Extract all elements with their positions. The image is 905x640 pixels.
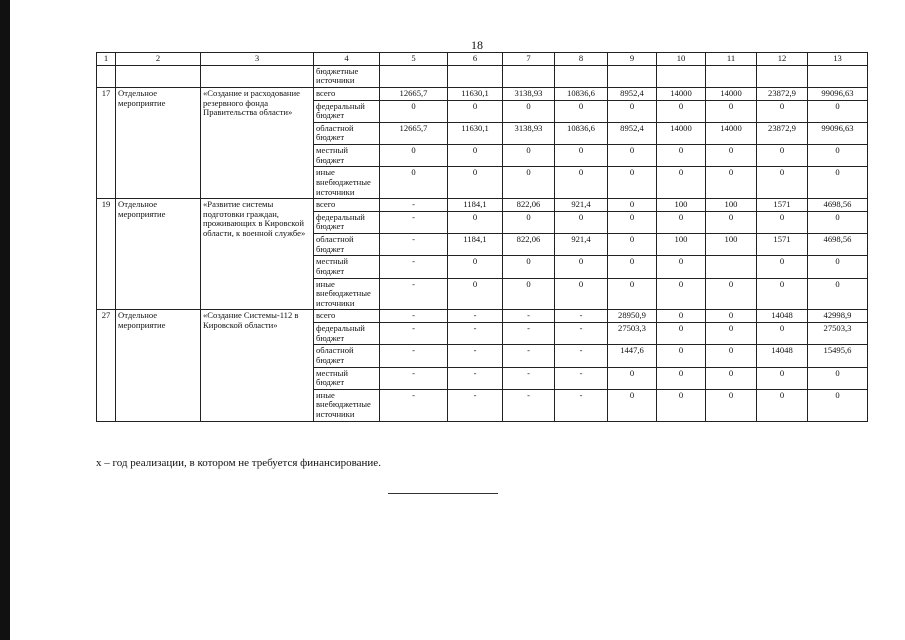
value-cell: 0 <box>706 323 757 345</box>
source-cell: иные внебюджетные источники <box>314 389 380 421</box>
value-cell: 0 <box>808 100 868 122</box>
value-cell: 1571 <box>757 199 808 212</box>
value-cell: 4698,56 <box>808 234 868 256</box>
value-cell: 100 <box>657 234 706 256</box>
value-cell: - <box>555 323 608 345</box>
value-cell: 1184,1 <box>448 199 503 212</box>
value-cell: 0 <box>706 389 757 421</box>
value-cell: 14048 <box>757 345 808 367</box>
value-cell: - <box>503 310 555 323</box>
table-cell <box>448 65 503 87</box>
value-cell: 0 <box>608 199 657 212</box>
value-cell: 0 <box>608 278 657 310</box>
table-cell <box>503 65 555 87</box>
value-cell: 0 <box>657 256 706 278</box>
source-cell: иные внебюджетные источники <box>314 167 380 199</box>
value-cell: 28950,9 <box>608 310 657 323</box>
value-cell: 0 <box>808 145 868 167</box>
measure-type: Отдельное мероприятие <box>116 87 201 198</box>
value-cell: 4698,56 <box>808 199 868 212</box>
value-cell: - <box>448 323 503 345</box>
source-cell: местный бюджет <box>314 367 380 389</box>
value-cell: 921,4 <box>555 234 608 256</box>
column-header: 3 <box>201 53 314 66</box>
column-header: 7 <box>503 53 555 66</box>
value-cell: 14000 <box>706 87 757 100</box>
value-cell: - <box>380 278 448 310</box>
value-cell: 3138,93 <box>503 122 555 144</box>
value-cell: 0 <box>448 100 503 122</box>
value-cell: 0 <box>706 145 757 167</box>
value-cell: - <box>555 310 608 323</box>
value-cell: 3138,93 <box>503 87 555 100</box>
value-cell: 0 <box>503 145 555 167</box>
value-cell: 100 <box>657 199 706 212</box>
row-number: 27 <box>97 310 116 421</box>
value-cell <box>706 256 757 278</box>
value-cell: 0 <box>757 211 808 233</box>
column-header: 1 <box>97 53 116 66</box>
table-row <box>97 310 868 323</box>
value-cell: 0 <box>706 345 757 367</box>
value-cell: - <box>380 211 448 233</box>
value-cell: 14000 <box>657 87 706 100</box>
value-cell: 23872,9 <box>757 122 808 144</box>
value-cell: 0 <box>555 167 608 199</box>
value-cell: 0 <box>706 100 757 122</box>
value-cell: 0 <box>808 211 868 233</box>
value-cell: 0 <box>657 145 706 167</box>
value-cell: 1571 <box>757 234 808 256</box>
value-cell: 0 <box>555 211 608 233</box>
value-cell: 0 <box>657 345 706 367</box>
value-cell: - <box>380 389 448 421</box>
value-cell: 0 <box>757 167 808 199</box>
source-cell: бюджетные источники <box>314 65 380 87</box>
value-cell: - <box>380 234 448 256</box>
value-cell: 0 <box>706 167 757 199</box>
value-cell: 1447,6 <box>608 345 657 367</box>
value-cell: 0 <box>657 323 706 345</box>
table-cell <box>657 65 706 87</box>
value-cell: 0 <box>757 389 808 421</box>
value-cell: 0 <box>608 256 657 278</box>
continuation-row <box>97 65 868 87</box>
column-header: 8 <box>555 53 608 66</box>
value-cell: 0 <box>503 256 555 278</box>
header-row <box>97 53 868 66</box>
value-cell: 0 <box>706 278 757 310</box>
table-cell <box>380 65 448 87</box>
value-cell: 8952,4 <box>608 87 657 100</box>
value-cell: 0 <box>608 100 657 122</box>
value-cell: 0 <box>706 310 757 323</box>
measure-type: Отдельное мероприятие <box>116 199 201 310</box>
column-header: 9 <box>608 53 657 66</box>
value-cell: 822,06 <box>503 234 555 256</box>
table-cell <box>97 65 116 87</box>
value-cell: 0 <box>503 278 555 310</box>
budget-table <box>96 52 868 422</box>
value-cell: 0 <box>608 145 657 167</box>
value-cell: 0 <box>555 278 608 310</box>
value-cell: 10836,6 <box>555 87 608 100</box>
value-cell: - <box>448 367 503 389</box>
value-cell: - <box>503 345 555 367</box>
value-cell: 822,06 <box>503 199 555 212</box>
value-cell: 0 <box>555 100 608 122</box>
table-row <box>97 199 868 212</box>
value-cell: 0 <box>808 389 868 421</box>
value-cell: 0 <box>657 389 706 421</box>
measure-type: Отдельное мероприятие <box>116 310 201 421</box>
value-cell: 0 <box>380 100 448 122</box>
value-cell: 1184,1 <box>448 234 503 256</box>
value-cell: 0 <box>808 278 868 310</box>
value-cell: - <box>503 367 555 389</box>
value-cell: - <box>555 367 608 389</box>
page-number: 18 <box>471 38 483 52</box>
value-cell: 8952,4 <box>608 122 657 144</box>
value-cell: 0 <box>757 323 808 345</box>
value-cell: 0 <box>503 167 555 199</box>
value-cell: 0 <box>608 167 657 199</box>
source-cell: всего <box>314 87 380 100</box>
source-cell: областной бюджет <box>314 234 380 256</box>
value-cell: 14000 <box>657 122 706 144</box>
value-cell: 0 <box>657 100 706 122</box>
value-cell: 0 <box>380 167 448 199</box>
scan-edge-bar <box>0 0 10 640</box>
value-cell: 100 <box>706 199 757 212</box>
value-cell: - <box>503 389 555 421</box>
column-header: 10 <box>657 53 706 66</box>
source-cell: всего <box>314 310 380 323</box>
value-cell: 0 <box>808 256 868 278</box>
column-header: 5 <box>380 53 448 66</box>
source-cell: местный бюджет <box>314 145 380 167</box>
value-cell: 0 <box>380 145 448 167</box>
value-cell: 0 <box>808 167 868 199</box>
value-cell: 14048 <box>757 310 808 323</box>
value-cell: 0 <box>757 367 808 389</box>
value-cell: - <box>448 345 503 367</box>
value-cell: 15495,6 <box>808 345 868 367</box>
value-cell: 42998,9 <box>808 310 868 323</box>
value-cell: - <box>503 323 555 345</box>
column-header: 12 <box>757 53 808 66</box>
value-cell: 14000 <box>706 122 757 144</box>
value-cell: 0 <box>448 256 503 278</box>
value-cell: - <box>380 323 448 345</box>
value-cell: 0 <box>555 256 608 278</box>
table-cell <box>608 65 657 87</box>
end-rule <box>388 493 498 494</box>
table-cell <box>201 65 314 87</box>
value-cell: 0 <box>448 145 503 167</box>
value-cell: - <box>555 389 608 421</box>
value-cell: 12665,7 <box>380 122 448 144</box>
value-cell: 0 <box>503 100 555 122</box>
value-cell: 11630,1 <box>448 87 503 100</box>
value-cell: 0 <box>448 278 503 310</box>
table-cell <box>757 65 808 87</box>
value-cell: 0 <box>608 234 657 256</box>
value-cell: 0 <box>555 145 608 167</box>
value-cell: 0 <box>706 211 757 233</box>
value-cell: 0 <box>757 100 808 122</box>
source-cell: областной бюджет <box>314 122 380 144</box>
value-cell: 99096,63 <box>808 87 868 100</box>
value-cell: - <box>448 389 503 421</box>
value-cell: 0 <box>808 367 868 389</box>
value-cell: 27503,3 <box>808 323 868 345</box>
row-number: 17 <box>97 87 116 198</box>
value-cell: 99096,63 <box>808 122 868 144</box>
source-cell: областной бюджет <box>314 345 380 367</box>
value-cell: - <box>380 199 448 212</box>
value-cell: 921,4 <box>555 199 608 212</box>
value-cell: 0 <box>657 310 706 323</box>
value-cell: 0 <box>657 211 706 233</box>
source-cell: федеральный бюджет <box>314 211 380 233</box>
measure-name: «Создание Системы-112 в Кировской области» <box>201 310 314 421</box>
value-cell: - <box>380 310 448 323</box>
value-cell: 0 <box>657 367 706 389</box>
row-number: 19 <box>97 199 116 310</box>
source-cell: иные внебюджетные источники <box>314 278 380 310</box>
value-cell: - <box>448 310 503 323</box>
column-header: 11 <box>706 53 757 66</box>
column-header: 6 <box>448 53 503 66</box>
value-cell: 0 <box>757 145 808 167</box>
column-header: 2 <box>116 53 201 66</box>
source-cell: всего <box>314 199 380 212</box>
table-cell <box>808 65 868 87</box>
value-cell: 0 <box>448 167 503 199</box>
footnote: x – год реализации, в котором не требуется финансирование. <box>96 457 381 469</box>
value-cell: 0 <box>757 278 808 310</box>
table-cell <box>116 65 201 87</box>
measure-name: «Создание и расходование резервного фонда Правительства области» <box>201 87 314 198</box>
column-header: 4 <box>314 53 380 66</box>
value-cell: 0 <box>657 167 706 199</box>
table-cell <box>555 65 608 87</box>
source-cell: федеральный бюджет <box>314 100 380 122</box>
column-header: 13 <box>808 53 868 66</box>
value-cell: 0 <box>757 256 808 278</box>
value-cell: 12665,7 <box>380 87 448 100</box>
value-cell: 0 <box>448 211 503 233</box>
value-cell: 23872,9 <box>757 87 808 100</box>
source-cell: федеральный бюджет <box>314 323 380 345</box>
value-cell: - <box>380 345 448 367</box>
value-cell: 0 <box>657 278 706 310</box>
value-cell: 10836,6 <box>555 122 608 144</box>
table-row <box>97 87 868 100</box>
source-cell: местный бюджет <box>314 256 380 278</box>
value-cell: 100 <box>706 234 757 256</box>
value-cell: - <box>555 345 608 367</box>
measure-name: «Развитие системы подготовки граждан, проживающих в Кировской области, к военной службе» <box>201 199 314 310</box>
value-cell: 0 <box>503 211 555 233</box>
value-cell: 27503,3 <box>608 323 657 345</box>
value-cell: - <box>380 256 448 278</box>
value-cell: 0 <box>608 211 657 233</box>
value-cell: 0 <box>706 367 757 389</box>
value-cell: - <box>380 367 448 389</box>
table-cell <box>706 65 757 87</box>
value-cell: 11630,1 <box>448 122 503 144</box>
value-cell: 0 <box>608 389 657 421</box>
value-cell: 0 <box>608 367 657 389</box>
